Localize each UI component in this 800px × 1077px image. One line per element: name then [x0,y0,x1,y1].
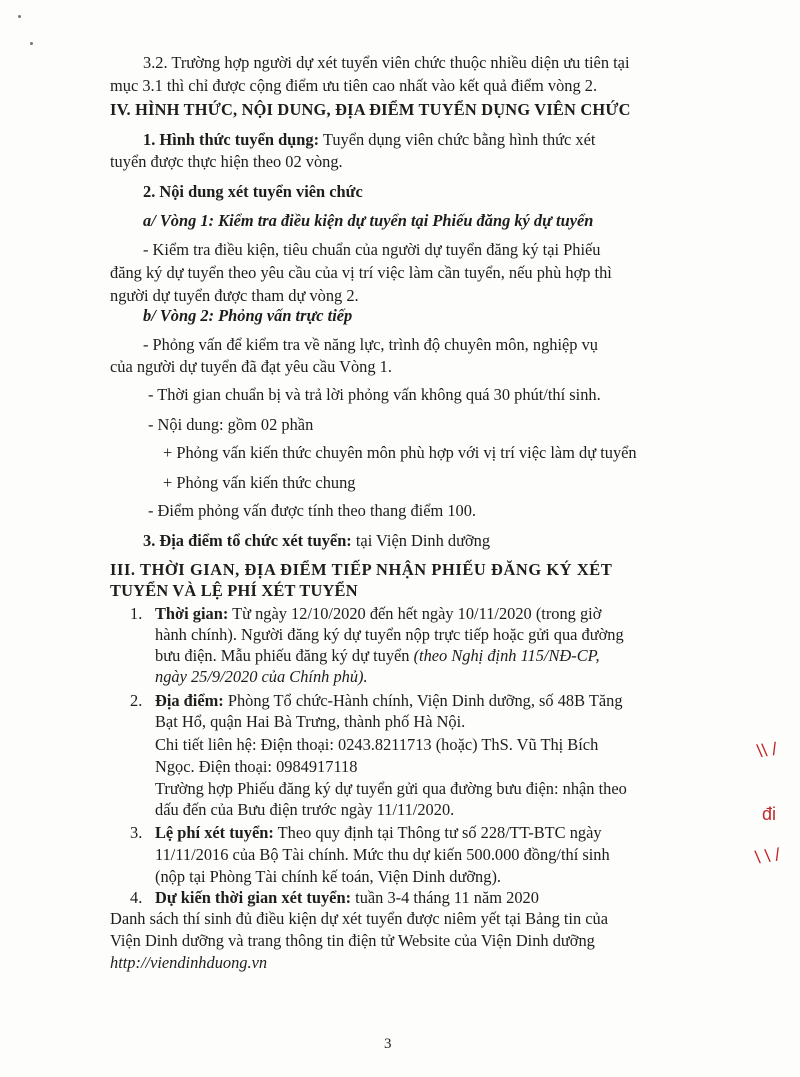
section-iii-item3-label: Lệ phí xét tuyển: [155,823,274,842]
margin-mark-1: \\ / [755,738,779,762]
section-iii-item1-label: Thời gian: [155,604,229,623]
section-iii-item2-line1 [155,690,623,712]
section-iv-item3 [143,530,490,552]
section-iii-item4-text: tuần 3-4 tháng 11 năm 2020 [351,888,539,907]
section-iii-item3-text1: Theo quy định tại Thông tư số 228/TT-BTC ngày [273,823,602,842]
section-iii-item1-line1-text [155,603,601,625]
section-iii-item2-line5: Trường hợp Phiếu đăng ký dự tuyển gửi qua đường bưu điện: nhận theo [155,779,627,798]
section-iii-item2-label: Địa điểm: [155,691,224,710]
section-iii-item2-line6: dấu đến của Bưu điện trước ngày 11/11/2020. [155,800,455,819]
round2-line2: của người dự tuyển đã đạt yêu cầu Vòng 1. [110,357,392,376]
section-iv-item3-label: 3. Địa điểm tổ chức xét tuyển: [143,531,352,550]
page-number: 3 [384,1036,392,1052]
round2-part2: + Phỏng vấn kiến thức chung [163,473,356,492]
section-iii-heading-line1: III. THỜI GIAN, ĐỊA ĐIỂM TIẾP NHẬN PHIẾU ĐĂNG KÝ XÉT [110,560,613,579]
section-iv-item1-line1 [143,129,595,151]
round1-title: a/ Vòng 1: Kiểm tra điều kiện dự tuyển tại Phiếu đăng ký dự tuyển [143,211,594,230]
margin-mark-2: đi [762,804,777,824]
closing-line2: Viện Dinh dưỡng và trang thông tin điện tử Website của Viện Dinh dưỡng [110,931,595,950]
section-iii-item1-text1: Từ ngày 12/10/2020 đến hết ngày 10/11/2020 (trong giờ [228,604,602,623]
scan-speck [30,42,33,45]
section-iii-heading-line2: TUYỂN VÀ LỆ PHÍ XÉT TUYỂN [110,581,358,600]
para-3-2-line1: 3.2. Trường hợp người dự xét tuyển viên chức thuộc nhiều diện ưu tiên tại [143,53,630,72]
round2-part1: + Phỏng vấn kiến thức chuyên môn phù hợp với vị trí việc làm dự tuyển [163,443,637,462]
section-iii-item4-line [155,887,539,909]
section-iii-item1-line1 [130,603,142,625]
section-iv-heading: IV. HÌNH THỨC, NỘI DUNG, ĐỊA ĐIỂM TUYỂN DỤNG VIÊN CHỨC [110,100,631,119]
section-iii-item2-num: 2. [130,691,143,710]
scan-speck [18,15,21,18]
section-iii-item2-line4: Ngọc. Điện thoại: 0984917118 [155,757,358,776]
section-iii-item2-line3: Chi tiết liên hệ: Điện thoại: 0243.8211713 (hoặc) ThS. Vũ Thị Bích [155,735,599,754]
section-iv-item2-label: 2. Nội dung xét tuyển viên chức [143,182,363,201]
section-iii-item3-line3: (nộp tại Phòng Tài chính kế toán, Viện Dinh dưỡng). [155,867,502,886]
section-iii-item1-line3 [155,645,600,667]
closing-url-link[interactable]: http://viendinhduong.vn [110,953,268,972]
round2-score: - Điểm phỏng vấn được tính theo thang điểm 100. [148,501,477,520]
section-iii-item3-line2: 11/11/2016 của Bộ Tài chính. Mức thu dự kiến 500.000 đồng/thí sinh [155,845,610,864]
section-iii-item1-line4: ngày 25/9/2020 của Chính phủ). [155,667,368,686]
round1-line3: người dự tuyển được tham dự vòng 2. [110,286,359,305]
section-iii-item1-line3a: bưu điện. Mẫu phiếu đăng ký dự tuyển [155,646,414,665]
round1-line2: đăng ký dự tuyển theo yêu cầu của vị trí việc làm cần tuyển, nếu phù hợp thì [110,263,612,282]
section-iii-item3-num: 3. [130,823,143,842]
round2-time: - Thời gian chuẩn bị và trả lời phỏng vấn không quá 30 phút/thí sinh. [148,385,601,404]
section-iii-item1-num: 1. [130,604,143,623]
section-iii-item3-line1 [155,822,602,844]
section-iv-item1-line2: tuyển được thực hiện theo 02 vòng. [110,152,343,171]
section-iii-item2-line2: Bạt Hổ, quận Hai Bà Trưng, thành phố Hà Nội. [155,712,466,731]
margin-mark-3: \ \ / [753,844,782,868]
section-iii-item1-line3b: (theo Nghị định 115/NĐ-CP, [413,646,600,665]
round2-line1: - Phỏng vấn để kiểm tra về năng lực, trình độ chuyên môn, nghiệp vụ [143,335,598,354]
section-iv-item1-label: 1. Hình thức tuyển dụng: [143,130,320,149]
section-iii-item4-label: Dự kiến thời gian xét tuyển: [155,888,352,907]
section-iii-item4-num: 4. [130,888,143,907]
round1-line1: - Kiểm tra điều kiện, tiêu chuẩn của người dự tuyển đăng ký tại Phiếu [143,240,601,259]
section-iv-item3-text: tại Viện Dinh dưỡng [351,531,491,550]
round2-content: - Nội dung: gồm 02 phần [148,415,314,434]
section-iii-item2-text1: Phòng Tổ chức-Hành chính, Viện Dinh dưỡng, số 48B Tăng [223,691,623,710]
section-iv-item1-text1: Tuyển dụng viên chức bằng hình thức xét [319,130,596,149]
closing-line1: Danh sách thí sinh đủ điều kiện dự xét tuyển được niêm yết tại Bảng tin của [110,909,609,928]
round2-title: b/ Vòng 2: Phỏng vấn trực tiếp [143,306,353,325]
section-iii-item1-line2: hành chính). Người đăng ký dự tuyển nộp trực tiếp hoặc gửi qua đường [155,625,624,644]
para-3-2-line2: mục 3.1 thì chỉ được cộng điểm ưu tiên cao nhất vào kết quả điểm vòng 2. [110,76,598,95]
